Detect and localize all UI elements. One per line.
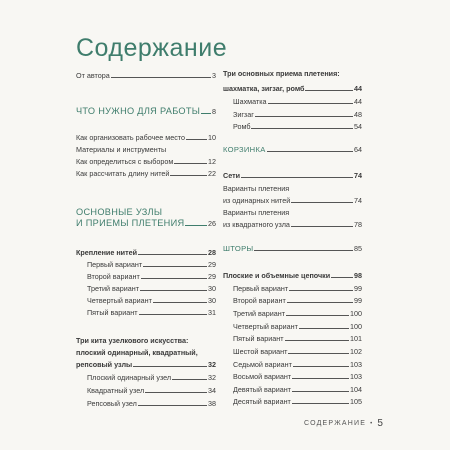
toc-entry-weaves-line1: Три основных приема плетения: (223, 69, 340, 78)
toc-entry[interactable] (87, 373, 216, 382)
toc-entry-label: репсовый узлы (76, 360, 133, 369)
toc-entry[interactable] (233, 397, 362, 406)
toc-entry-whales[interactable] (76, 360, 216, 369)
toc-entry[interactable] (233, 309, 362, 318)
toc-entry-label: Шестой вариант (233, 347, 288, 356)
toc-entry[interactable] (87, 260, 216, 269)
toc-entry[interactable] (87, 272, 216, 281)
toc-section-basket[interactable] (223, 145, 362, 154)
dot-leader (293, 366, 349, 367)
toc-entry-label: из квадратного узла (223, 220, 290, 229)
toc-section-page: 64 (354, 145, 362, 154)
dot-leader (305, 90, 353, 91)
page-number: 5 (377, 418, 383, 429)
toc-entry[interactable] (87, 284, 216, 293)
toc-entry-label: Первый вариант (87, 260, 143, 269)
dot-leader (111, 77, 211, 78)
toc-entry[interactable] (76, 157, 216, 166)
toc-section-page: 85 (354, 244, 362, 253)
toc-entry[interactable] (233, 385, 362, 394)
toc-entry-nets-v2[interactable] (223, 220, 362, 229)
dot-leader (268, 103, 353, 104)
toc-entry-weaves[interactable] (223, 84, 362, 93)
toc-entry-label: Сети (223, 171, 241, 180)
toc-entry-page: 31 (208, 308, 216, 317)
toc-entry-page: 29 (208, 260, 216, 269)
toc-entry-label: Как организовать рабочее место (76, 133, 186, 142)
toc-entry-label: Второй вариант (87, 272, 140, 281)
toc-entry-page: 32 (208, 373, 216, 382)
dot-leader (267, 151, 353, 152)
toc-entry-page: 99 (354, 296, 362, 305)
toc-section-label: И ПРИЕМЫ ПЛЕТЕНИЯ (76, 218, 185, 228)
toc-entry-page: 100 (350, 322, 362, 331)
dot-leader (201, 113, 211, 114)
toc-section-page: 26 (208, 219, 216, 228)
toc-entry[interactable] (233, 360, 362, 369)
toc-entry-label: Шахматка (233, 97, 267, 106)
dot-leader (251, 128, 353, 129)
toc-entry-page: 29 (208, 272, 216, 281)
toc-entry-nets[interactable] (223, 171, 362, 180)
page-title: Содержание (76, 34, 228, 62)
running-head: СОДЕРЖАНИЕ (304, 420, 367, 427)
toc-section-curtains[interactable] (223, 244, 362, 253)
toc-section-what-needed[interactable] (76, 107, 216, 116)
toc-entry-label: Как рассчитать длину нитей (76, 169, 170, 178)
dot-leader (186, 139, 207, 140)
toc-entry-page: 12 (208, 157, 216, 166)
toc-entry-page: 99 (354, 284, 362, 293)
toc-section-page: 8 (212, 107, 216, 116)
toc-entry[interactable] (233, 296, 362, 305)
toc-entry-label: Крепление нитей (76, 248, 138, 257)
toc-entry[interactable] (87, 308, 216, 317)
page-footer (304, 418, 383, 429)
dot-leader (291, 226, 353, 227)
toc-entry[interactable] (233, 97, 362, 106)
toc-entry-label: Материалы и инструменты (76, 145, 167, 154)
toc-section-main-knots-line1: ОСНОВНЫЕ УЗЛЫ (76, 207, 163, 217)
toc-entry-label: Четвертый вариант (87, 296, 152, 305)
toc-entry-label: Квадратный узел (87, 386, 145, 395)
footer-separator: • (370, 420, 374, 427)
toc-entry[interactable] (233, 110, 362, 119)
toc-entry-label: Восьмой вариант (233, 372, 292, 381)
toc-entry-label: из одинарных нитей (223, 196, 291, 205)
toc-entry-page: 44 (354, 84, 362, 93)
toc-entry-label: Четвертый вариант (233, 322, 298, 331)
toc-entry-label: Плоские и объемные цепочки (223, 271, 331, 280)
toc-section-label: КОРЗИНКА (223, 145, 266, 154)
dot-leader (299, 328, 349, 329)
toc-section-label: ШТОРЫ (223, 244, 254, 253)
toc-entry-label: Плоский одинарный узел (87, 373, 172, 382)
toc-entry-label: Репсовый узел (87, 399, 137, 408)
toc-entry-chains[interactable] (223, 271, 362, 280)
toc-entry-page: 104 (350, 385, 362, 394)
toc-section-main-knots[interactable] (76, 219, 216, 228)
dot-leader (241, 177, 353, 178)
toc-entry-page: 30 (208, 284, 216, 293)
toc-entry-page: 22 (208, 169, 216, 178)
dot-leader (289, 290, 353, 291)
toc-entry-page: 74 (354, 196, 362, 205)
dot-leader (331, 277, 353, 278)
dot-leader (255, 116, 353, 117)
toc-entry-page: 103 (350, 360, 362, 369)
toc-entry[interactable] (233, 334, 362, 343)
dot-leader (145, 392, 207, 393)
toc-entry-whales-line1: Три кита узелкового искусства: (76, 336, 189, 345)
toc-entry-page: 100 (350, 309, 362, 318)
dot-leader (133, 366, 207, 367)
toc-entry-whales-line2: плоский одинарный, квадратный, (76, 348, 198, 357)
toc-entry-label: Десятый вариант (233, 397, 291, 406)
toc-entry-nets-v2-line1: Варианты плетения (223, 208, 290, 217)
toc-entry[interactable] (87, 296, 216, 305)
toc-entry-label: Девятый вариант (233, 385, 291, 394)
toc-entry[interactable] (87, 399, 216, 408)
dot-leader (172, 379, 207, 380)
dot-leader (292, 391, 349, 392)
toc-entry[interactable] (233, 322, 362, 331)
dot-leader (143, 266, 207, 267)
toc-entry-page: 38 (208, 399, 216, 408)
toc-entry[interactable] (76, 133, 216, 142)
toc-entry-page: 74 (354, 171, 362, 180)
toc-entry-label: Зигзаг (233, 110, 254, 119)
toc-entry-page: 28 (208, 248, 216, 257)
toc-entry-label: Третий вариант (87, 284, 140, 293)
dot-leader (285, 340, 349, 341)
toc-entry-label: Первый вариант (233, 284, 289, 293)
dot-leader (139, 314, 207, 315)
toc-entry-page: 44 (354, 97, 362, 106)
toc-entry-fasten[interactable] (76, 248, 216, 257)
toc-entry-page: 103 (350, 372, 362, 381)
toc-entry-label: Второй вариант (233, 296, 286, 305)
toc-entry-page: 102 (350, 347, 362, 356)
dot-leader (292, 403, 349, 404)
dot-leader (286, 315, 349, 316)
dot-leader (288, 353, 349, 354)
dot-leader (292, 378, 349, 379)
toc-entry-nets-v1-line1: Варианты плетения (223, 184, 290, 193)
toc-entry[interactable] (76, 145, 216, 154)
toc-entry-label: Третий вариант (233, 309, 286, 318)
toc-entry-page: 34 (208, 386, 216, 395)
toc-entry-label: Пятый вариант (87, 308, 138, 317)
toc-entry-nets-v1[interactable] (223, 196, 362, 205)
dot-leader (170, 175, 207, 176)
dot-leader (174, 163, 207, 164)
toc-entry-label: От автора (76, 71, 110, 80)
dot-leader (287, 302, 353, 303)
toc-entry-label: шахматка, зигзаг, ромб (223, 84, 305, 93)
toc-entry-label: Как определиться с выбором (76, 157, 174, 166)
toc-entry[interactable] (87, 386, 216, 395)
toc-entry-page: 10 (208, 133, 216, 142)
dot-leader (138, 254, 207, 255)
toc-entry-page: 105 (350, 397, 362, 406)
toc-entry-page: 98 (354, 271, 362, 280)
dot-leader (291, 202, 353, 203)
toc-entry-page: 78 (354, 220, 362, 229)
toc-entry-page: 48 (354, 110, 362, 119)
toc-entry-page: 101 (350, 334, 362, 343)
toc-entry-page: 30 (208, 296, 216, 305)
dot-leader (185, 225, 207, 226)
dot-leader (138, 405, 207, 406)
toc-section-label: ЧТО НУЖНО ДЛЯ РАБОТЫ (76, 106, 201, 116)
toc-entry[interactable] (233, 284, 362, 293)
toc-entry[interactable] (233, 347, 362, 356)
toc-entry[interactable] (76, 169, 216, 178)
toc-entry-label: Ромб (233, 122, 251, 131)
toc-entry[interactable] (233, 372, 362, 381)
toc-entry-from-author[interactable] (76, 71, 216, 80)
dot-leader (141, 278, 207, 279)
toc-entry-page: 3 (212, 71, 216, 80)
dot-leader (254, 250, 353, 251)
toc-entry[interactable] (233, 122, 362, 131)
toc-entry-page: 54 (354, 122, 362, 131)
dot-leader (140, 290, 207, 291)
toc-entry-page: 32 (208, 360, 216, 369)
dot-leader (153, 302, 207, 303)
toc-entry-label: Пятый вариант (233, 334, 284, 343)
toc-entry-label: Седьмой вариант (233, 360, 292, 369)
